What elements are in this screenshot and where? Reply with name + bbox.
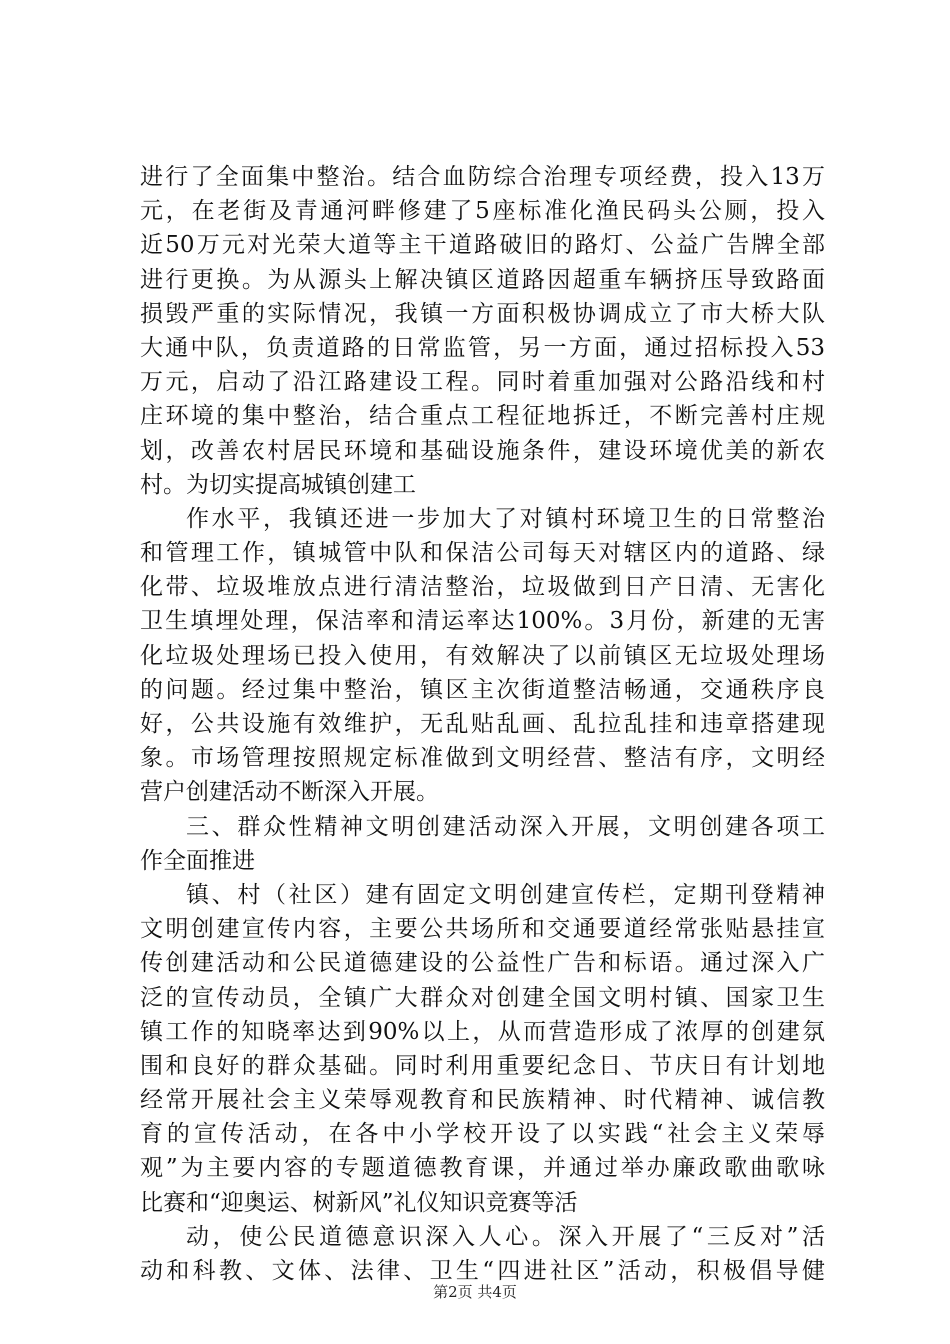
text-line: 好，公共设施有效维护，无乱贴乱画、乱拉乱挂和违章搭建现: [140, 711, 825, 737]
text-line: 和管理工作，镇城管中队和保洁公司每天对辖区内的道路、绿: [140, 540, 825, 567]
text-line: 动和科教、文体、法律、卫生“四进社区”活动，积极倡导健: [140, 1258, 825, 1284]
text-line: 三、群众性精神文明创建活动深入开展，文明创建各项工: [186, 813, 825, 840]
text-line: 作全面推进: [140, 847, 255, 874]
body-text: [140, 160, 825, 1288]
text-line: 庄环境的集中整治，结合重点工程征地拆迁，不断完善村庄规: [140, 403, 825, 430]
text-line: 进行了全面集中整治。结合血防综合治理专项经费，投入13万: [140, 164, 825, 190]
page-footer: 第2页 共4页: [433, 1283, 517, 1301]
text-line: 镇工作的知晓率达到90%以上，从而营造形成了浓厚的创建氛: [140, 1018, 825, 1045]
text-line: 万元，启动了沿江路建设工程。同时着重加强对公路沿线和村: [140, 369, 825, 396]
text-line: 传创建活动和公民道德建设的公益性广告和标语。通过深入广: [140, 950, 825, 977]
text-line: 育的宣传活动，在各中小学校开设了以实践“社会主义荣辱: [140, 1121, 825, 1148]
text-line: 的问题。经过集中整治，镇区主次街道整洁畅通，交通秩序良: [140, 676, 825, 703]
text-line: 象。市场管理按照规定标准做到文明经营、整洁有序，文明经: [140, 745, 825, 772]
text-line: 进行更换。为从源头上解决镇区道路因超重车辆挤压导致路面: [140, 266, 825, 293]
text-line: 经常开展社会主义荣辱观教育和民族精神、时代精神、诚信教: [140, 1087, 825, 1114]
text-line: 损毁严重的实际情况，我镇一方面积极协调成立了市大桥大队: [140, 300, 825, 327]
text-line: 大通中队，负责道路的日常监管，另一方面，通过招标投入53: [140, 334, 825, 361]
text-line: 村。为切实提高城镇创建工: [140, 471, 416, 498]
text-line: 卫生填埋处理，保洁率和清运率达100%。3月份，新建的无害: [140, 608, 825, 635]
paragraph: [140, 502, 825, 810]
text-line: 动，使公民道德意识深入人心。深入开展了“三反对”活: [186, 1223, 825, 1250]
text-line: 文明创建宣传内容，主要公共场所和交通要道经常张贴悬挂宣: [140, 916, 825, 943]
text-line: 划，改善农村居民环境和基础设施条件，建设环境优美的新农: [140, 437, 825, 464]
paragraph: [140, 810, 825, 878]
text-line: 观”为主要内容的专题道德教育课，并通过举办廉政歌曲歌咏: [140, 1155, 825, 1182]
text-line: 近50万元对光荣大道等主干道路破旧的路灯、公益广告牌全部: [140, 232, 825, 259]
text-line: 营户创建活动不断深入开展。: [140, 779, 439, 806]
text-line: 元，在老街及青通河畔修建了5座标准化渔民码头公厕，投入: [140, 198, 825, 225]
paragraph: [140, 878, 825, 1220]
text-line: 作水平，我镇还进一步加大了对镇村环境卫生的日常整治: [186, 505, 825, 532]
text-line: 化带、垃圾堆放点进行清洁整治，垃圾做到日产日清、无害化: [140, 574, 825, 601]
text-line: 镇、村（社区）建有固定文明创建宣传栏，定期刊登精神: [186, 881, 825, 908]
paragraph: [140, 160, 825, 502]
text-line: 化垃圾处理场已投入使用，有效解决了以前镇区无垃圾处理场: [140, 642, 825, 669]
text-line: 比赛和“迎奥运、树新风”礼仪知识竞赛等活: [140, 1189, 578, 1216]
text-line: 围和良好的群众基础。同时利用重要纪念日、节庆日有计划地: [140, 1052, 825, 1079]
text-line: 泛的宣传动员，全镇广大群众对创建全国文明村镇、国家卫生: [140, 984, 825, 1011]
paragraph: [140, 1220, 825, 1288]
